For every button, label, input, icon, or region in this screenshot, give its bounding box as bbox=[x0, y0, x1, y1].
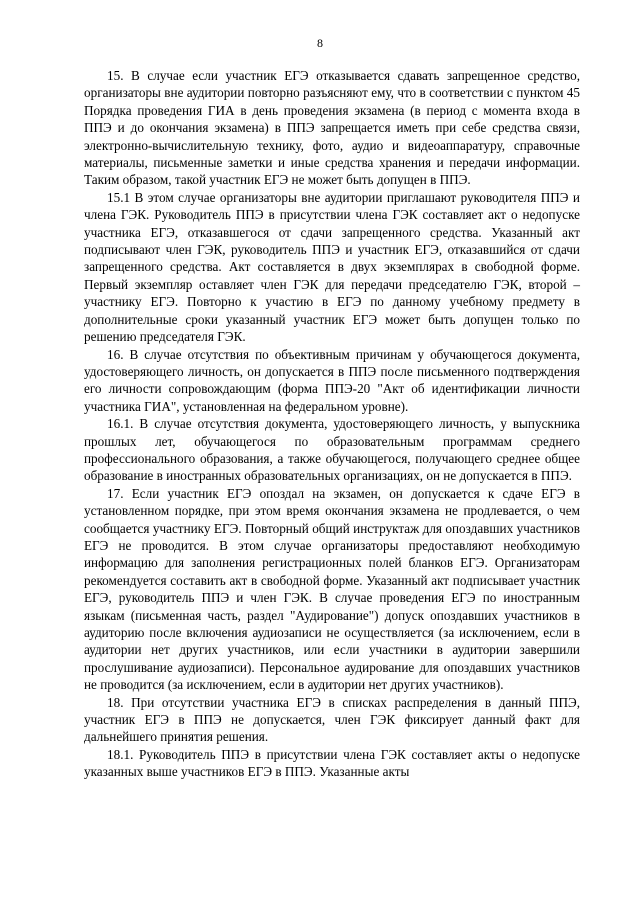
paragraph-15-1: 15.1 В этом случае организаторы вне аудитории приглашают руководителя ППЭ и члена ГЭК. Руководитель ППЭ в присутствии члена ГЭК составляет акт о недопуске участника ЕГЭ, отказавшегося от сдачи запрещенного средства. Указанный акт подписывают член ГЭК, руководитель ППЭ и участник ЕГЭ, отказавшийся от сдачи запрещенного средства. Акт составляется в двух экземплярах в свободной форме. Первый экземпляр оставляет член ГЭК для передачи председателю ГЭК, второй – участнику ЕГЭ. Повторно к участию в ЕГЭ по данному учебному предмету в дополнительные сроки указанный участник ЕГЭ может быть допущен только по решению председателя ГЭК. bbox=[84, 189, 580, 345]
paragraph-18: 18. При отсутствии участника ЕГЭ в списках распределения в данный ППЭ, участник ЕГЭ в ППЭ не допускается, член ГЭК фиксирует данный факт для дальнейшего принятия решения. bbox=[84, 694, 580, 745]
paragraph-16: 16. В случае отсутствия по объективным причинам у обучающегося документа, удостоверяющего личность, он допускается в ППЭ после письменного подтверждения его личности сопровождающим (форма ППЭ-20 "Акт об идентификации личности участника ГИА", установленная на федеральном уровне). bbox=[84, 346, 580, 414]
page-number: 8 bbox=[317, 36, 323, 50]
document-body bbox=[84, 67, 580, 781]
paragraph-17: 17. Если участник ЕГЭ опоздал на экзамен, он допускается к сдаче ЕГЭ в установленном порядке, при этом время окончания экзамена не продлевается, о чем сообщается участнику ЕГЭ. Повторный общий инструктаж для опоздавших участников ЕГЭ не проводится. В этом случае организаторы предоставляют необходимую информацию для заполнения регистрационных полей бланков ЕГЭ. Организаторам рекомендуется составить акт в свободной форме. Указанный акт подписывает участник ЕГЭ, руководитель ППЭ и член ГЭК. В случае проведения ЕГЭ по иностранным языкам (письменная часть, раздел "Аудирование") допуск опоздавших участников в аудиторию после включения аудиозаписи не осуществляется (за исключением, если в аудитории нет других участников, или если участники в аудитории завершили прослушивание аудиозаписи). Персональное аудирование для опоздавших участников не проводится (за исключением, если в аудитории нет других участников). bbox=[84, 485, 580, 693]
paragraph-15: 15. В случае если участник ЕГЭ отказывается сдавать запрещенное средство, организаторы вне аудитории повторно разъясняют ему, что в соответствии с пунктом 45 Порядка проведения ГИА в день проведения экзамена (в период с момента входа в ППЭ и до окончания экзамена) в ППЭ запрещается иметь при себе средства связи, электронно-вычислительную технику, фото, аудио и видеоаппаратуру, справочные материалы, письменные заметки и иные средства хранения и передачи информации. Таким образом, такой участник ЕГЭ не может быть допущен в ППЭ. bbox=[84, 68, 580, 188]
paragraph-18-1: 18.1. Руководитель ППЭ в присутствии члена ГЭК составляет акты о недопуске указанных выше участников ЕГЭ в ППЭ. Указанные акты bbox=[84, 746, 580, 780]
paragraph-16-1: 16.1. В случае отсутствия документа, удостоверяющего личность, у выпускника прошлых лет, обучающегося по образовательным программам среднего профессионального образования, а также обучающегося, получающего среднее общее образование в иностранных образовательных организациях, он не допускается в ППЭ. bbox=[84, 416, 580, 484]
